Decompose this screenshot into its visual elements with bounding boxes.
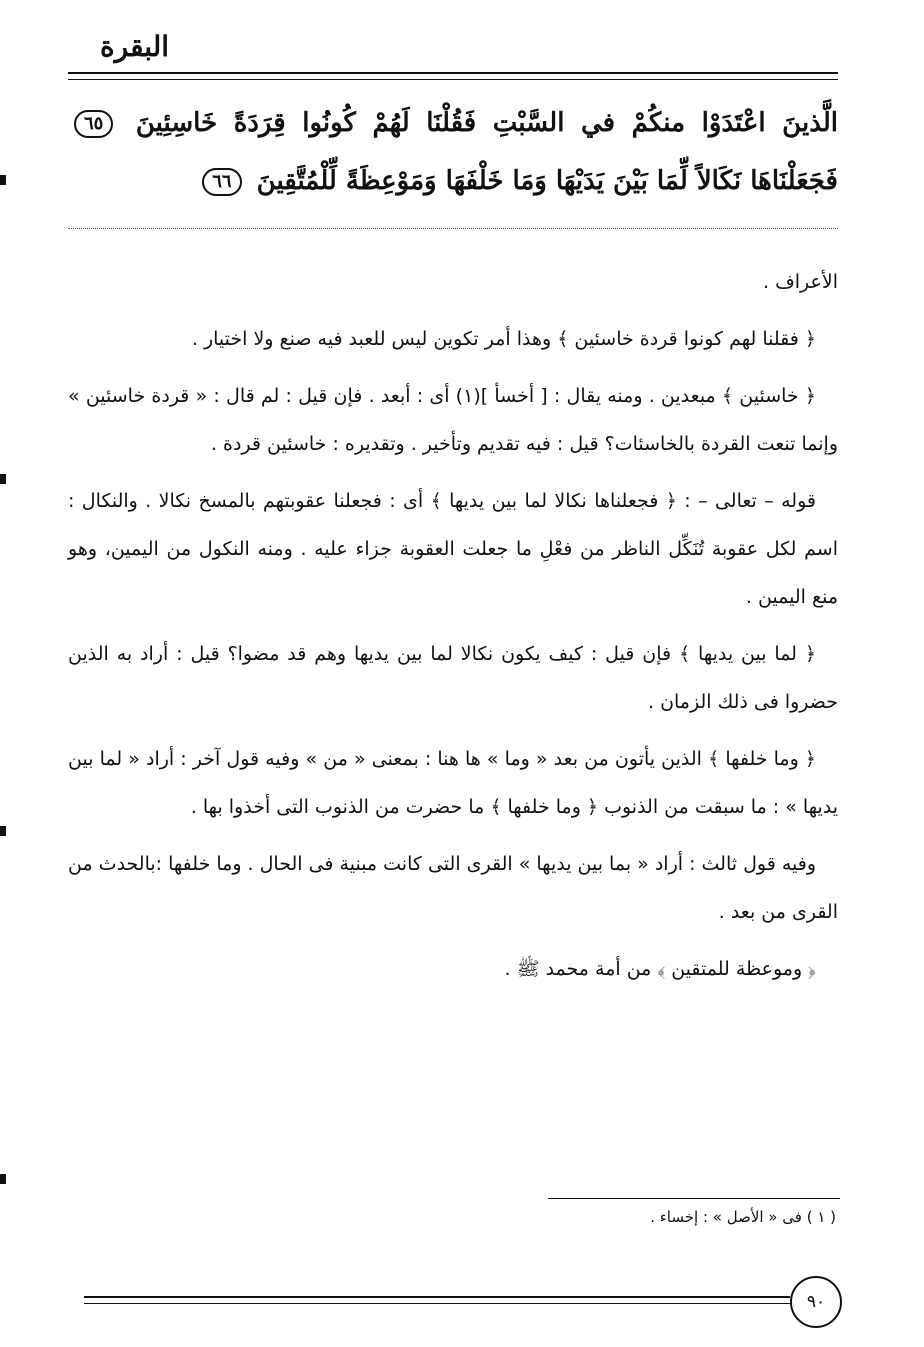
footer-rule-top [84, 1296, 790, 1298]
verse-text-2: فَجَعَلْنَاهَا نَكَالاً لِّمَا بَيْنَ يَدَيْهَا وَمَا خَلْفَهَا وَمَوْعِظَةً لِّلْمُتَّقِينَ [256, 166, 838, 196]
margin-mark [0, 175, 6, 185]
paragraph: ﴿ خاسئين ﴾ مبعدين . ومنه يقال : [ أخسأ ](١) أى : أبعد . فإن قيل : لم قال : « قردة خاسئين » وإنما تنعت القردة بالخاسئات؟ قيل : فيه تقديم وتأخير . وتقديره : خاسئين قردة . [68, 385, 838, 455]
paragraph: ﴿ لما بين يديها ﴾ فإن قيل : كيف يكون نكالا لما بين يديها وهم قد مضوا؟ قيل : أراد به الذين حضروا فى ذلك الزمان . [68, 643, 838, 713]
quran-verse-block [68, 94, 838, 210]
paragraph: وفيه قول ثالث : أراد « بما بين يديها » القرى التى كانت مبنية فى الحال . وما خلفها :بالحدث من القرى من بعد . [68, 853, 838, 923]
header-rule-bottom [68, 79, 838, 80]
footnote-rule [548, 1198, 840, 1199]
footnote: ( ١ ) فى « الأصل » : إخساء . [650, 1208, 836, 1226]
paragraph: ﴿ وما خلفها ﴾ الذين يأتون من بعد « وما » ها هنا : بمعنى « من » وفيه قول آخر : أراد « لما بين يديها » : ما سبقت من الذنوب ﴿ وما خلفها ﴾ ما حضرت من الذنوب التى أخذوا بها . [68, 748, 838, 818]
margin-mark [0, 474, 6, 484]
margin-mark [0, 826, 6, 836]
page-number: ٩٠ [790, 1276, 842, 1328]
verse-number-66: ٦٦ [202, 168, 241, 196]
header-rule-top [68, 72, 838, 74]
paragraph: ﴿ وموعظة للمتقين ﴾ من أمة محمد ﷺ . [504, 958, 816, 980]
verse-separator [68, 228, 838, 229]
footer-rule-bottom [84, 1303, 790, 1304]
paragraph: قوله – تعالى – : ﴿ فجعلناها نكالا لما بين يديها ﴾ أى : فجعلنا عقوبتهم بالمسخ نكالا . والنكال : اسم لكل عقوبة تُنَكِّل الناظر من فعْلِ ما جعلت العقوبة جزاء عليه . ومنه النكول من اليمين، وهو منع اليمين . [68, 490, 838, 608]
margin-mark [0, 1174, 6, 1184]
commentary-body [68, 258, 838, 1002]
surah-title: البقرة [100, 30, 170, 63]
verse-text-1: الَّذينَ اعْتَدَوْا منكُمْ في السَّبْتِ فَقُلْنَا لَهُمْ كُونُوا قِرَدَةً خَاسِئِينَ [135, 108, 838, 138]
paragraph: الأعراف . [763, 271, 838, 293]
paragraph: ﴿ فقلنا لهم كونوا قردة خاسئين ﴾ وهذا أمر تكوين ليس للعبد فيه صنع ولا اختيار . [191, 328, 816, 350]
verse-number-65: ٦٥ [74, 110, 113, 138]
